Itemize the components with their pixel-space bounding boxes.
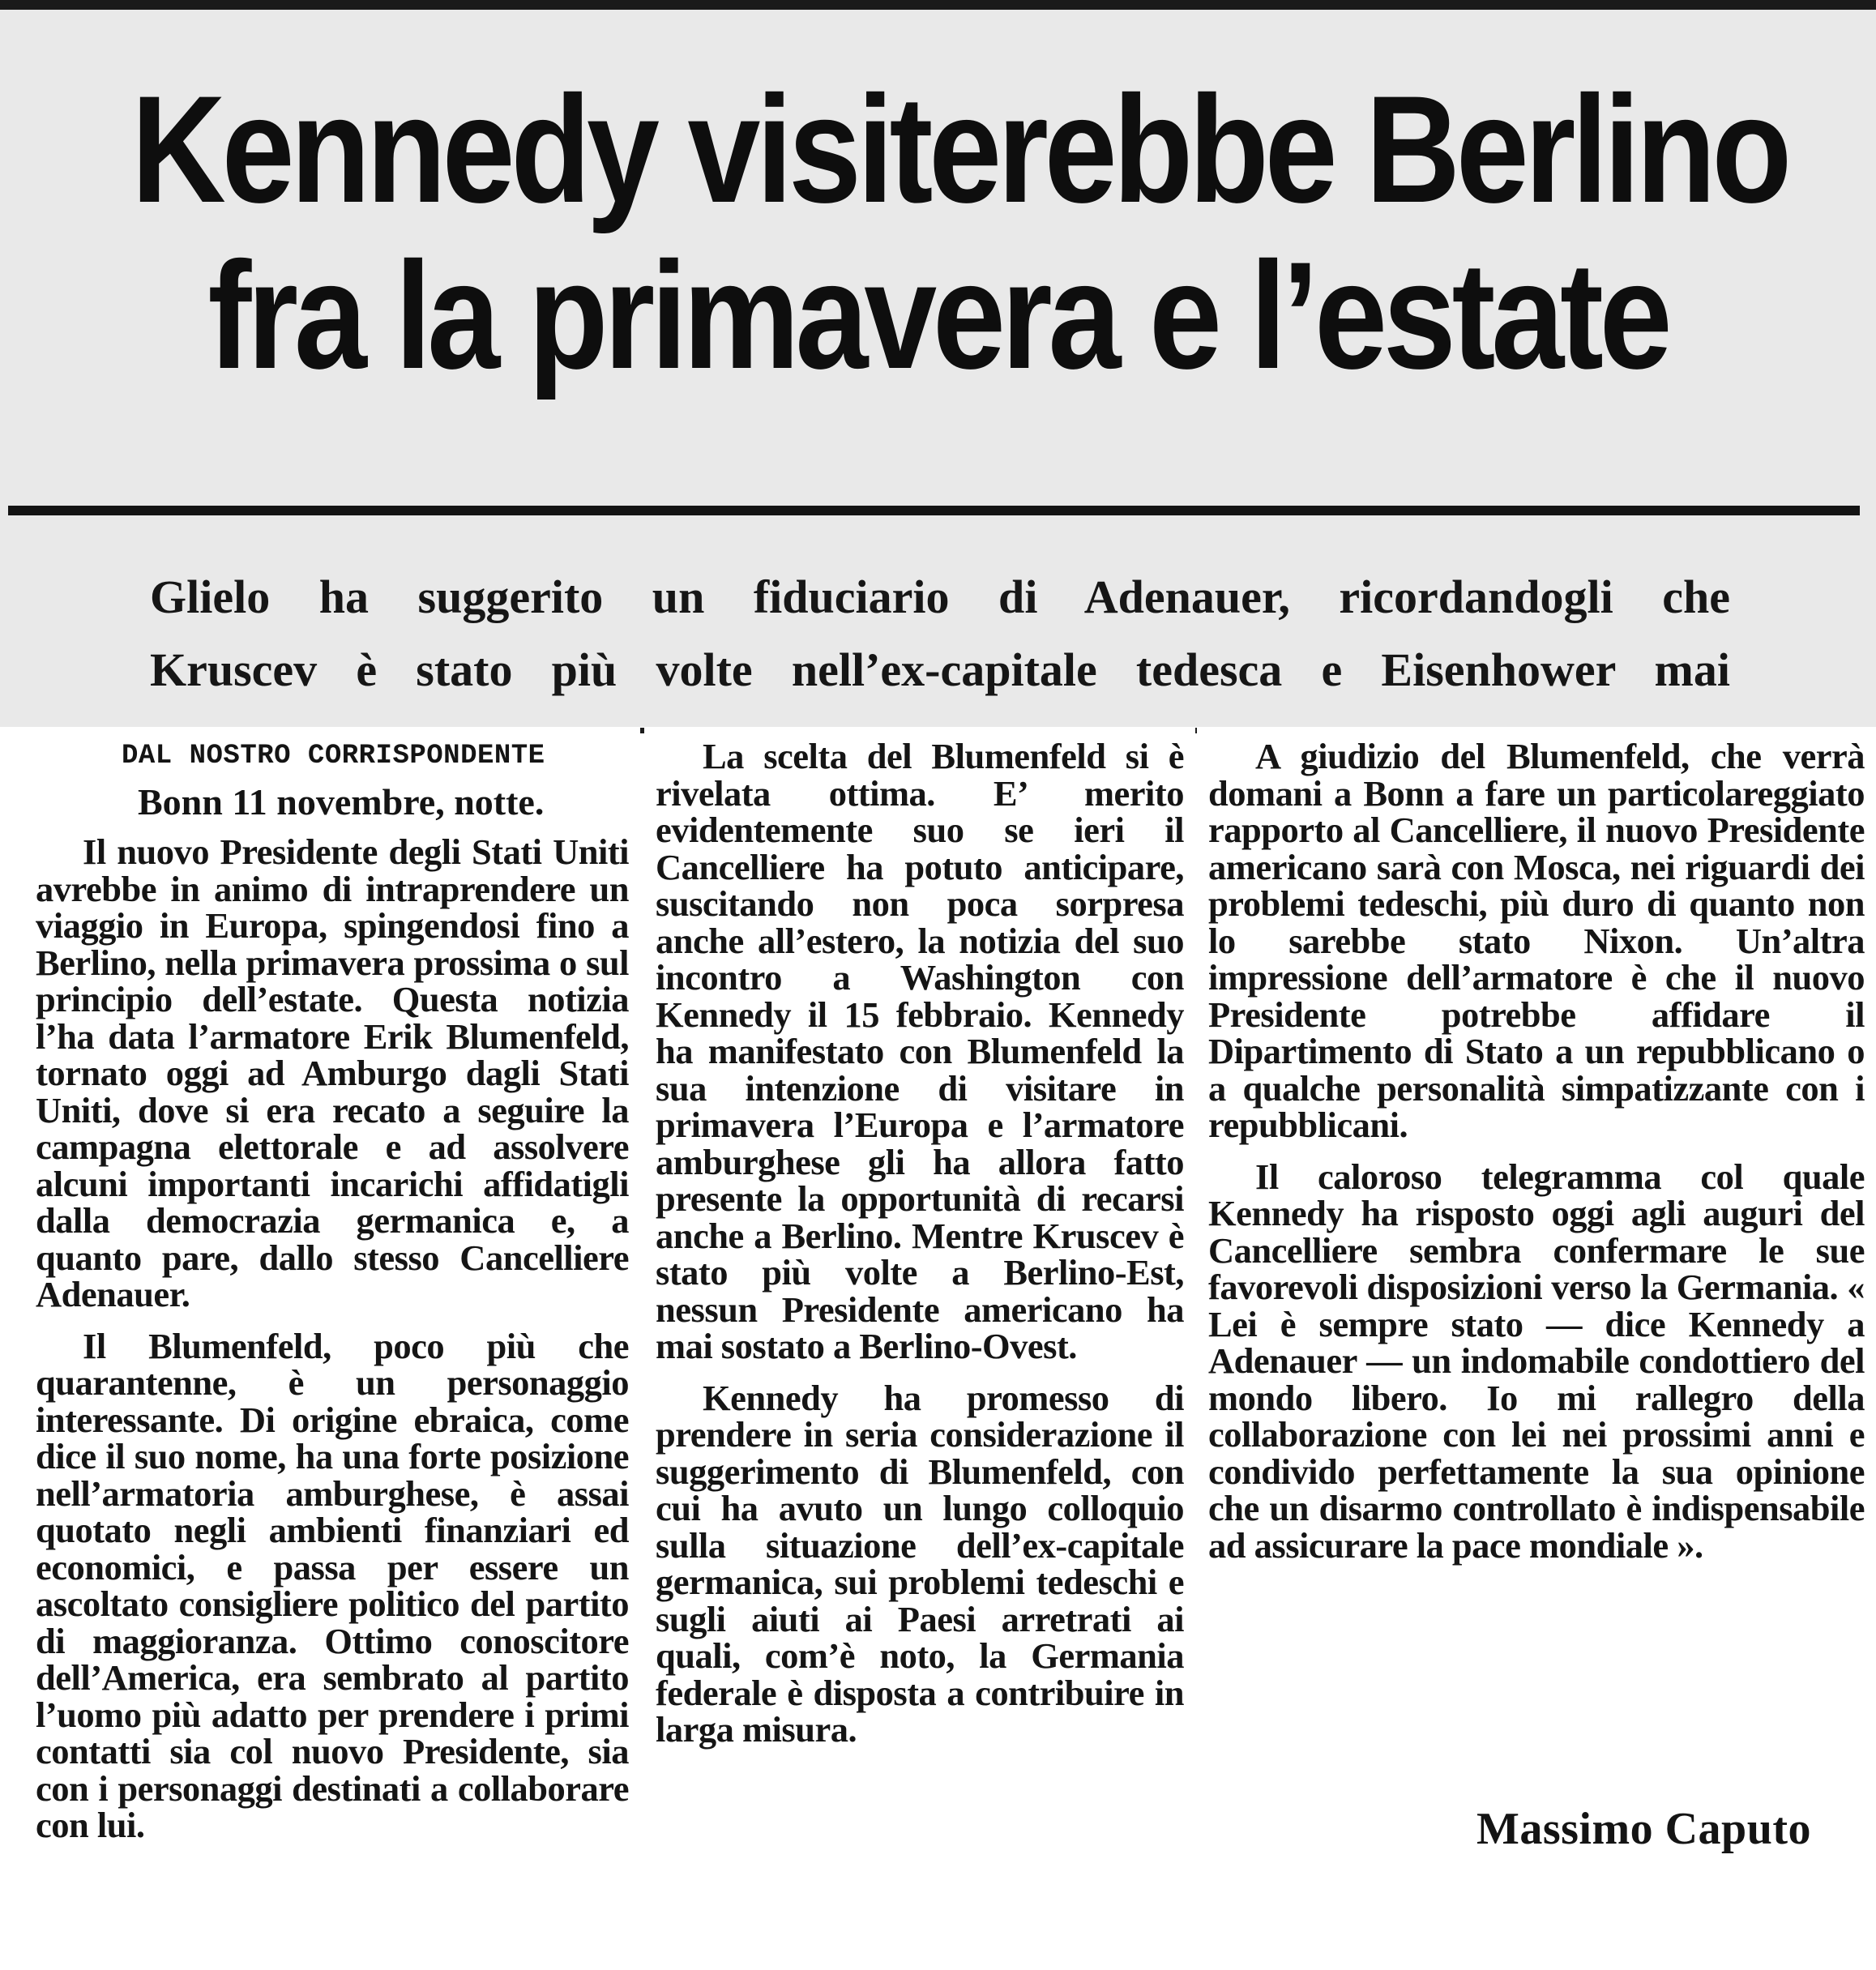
headline-line-1: Kennedy visiterebbe Berlino [131,64,1788,234]
paragraph: La scelta del Blumenfeld si è rivelata ottima. E’ merito evidentemente suo se ieri il Cancelliere ha potuto anticipare, suscitando non poca sorpresa anche all’estero, la notizia del suo incontro a Washington con Kennedy il 15 febbraio. Kennedy ha manifestato con Blumenfeld la sua intenzione di visitare in primavera l’Europa e l’armatore amburghese gli ha allora fatto presente la opportunità di recarsi anche a Berlino. Mentre Kruscev è stato più volte a Berlino-Est, nessun Presidente americano ha mai sostato a Berlino-Ovest. [656,736,1184,1366]
subheadline-line-1: Glielo ha suggerito un fiduciario di Adenauer, ricordandogli che [150,570,1730,623]
paragraph: A giudizio del Blumenfeld, che verrà domani a Bonn a fare un particolareggiato rapporto al Cancelliere, il nuovo Presidente americano sarà con Mosca, nei riguardi dei problemi tedeschi, più duro di quanto non lo sarebbe stato Nixon. Un’altra impressione dell’armatore è che il nuovo Presidente potrebbe affidare il Dipartimento di Stato a un repubblicano o a qualche personalità simpatizzante con i repubblicani. [1208,736,1865,1145]
subheadline [150,561,1730,707]
top-rule [0,0,1876,10]
headline-line-2: fra la primavera e l’estate [207,230,1669,400]
correspondent-label: DAL NOSTRO CORRISPONDENTE [122,741,545,771]
paragraph: Il caloroso telegramma col quale Kennedy ha risposto oggi agli auguri del Cancelliere sembra confermare le sue favorevoli disposizioni verso la Germania. « Lei è sempre stato — dice Kennedy a Adenauer — un indomabile condottiero del mondo libero. Io mi rallegro della collaborazione con lei nei prossimi anni e condivido perfettamente la sua opinione che un disarmo controllato è indispensabile ad assicurare la pace mondiale ». [1208,1156,1865,1566]
article-column-3 [1197,727,1876,1878]
paragraph: Il nuovo Presidente degli Stati Uniti avrebbe in animo di intraprendere un viaggio in Europa, spingendosi fino a Berlino, nella primavera prossima o sul principio dell’estate. Questa notizia l’ha data l’armatore Erik Blumenfeld, tornato oggi ad Amburgo dagli Stati Uniti, dove si era recato a seguire la campagna elettorale e ad assolvere alcuni importanti incarichi affidatigli dalla democrazia germanica e, a quanto pare, dallo stesso Cancelliere Adenauer. [36,831,629,1314]
headline-area [0,10,1876,727]
paragraph: Il Blumenfeld, poco più che quarantenne, è un personaggio interessante. Di origine ebraica, come dice il suo nome, ha una forte posizione nell’armatoria amburghese, è assai quotato negli ambienti finanziari ed economici, e passa per essere un ascoltato consigliere politico del partito di maggioranza. Ottimo conoscitore dell’America, era sembrato al partito l’uomo più adatto per prendere i primi contatti sia col nuovo Presidente, sia con i personaggi destinati a collaborare con lui. [36,1325,629,1845]
article-column-2 [644,727,1195,1750]
headline [0,66,1876,399]
byline: Massimo Caputo [1476,1804,1811,1854]
paragraph: Kennedy ha promesso di prendere in seria considerazione il suggerimento di Blumenfeld, con cui ha avuto un lungo colloquio sulla situazione dell’ex-capitale germanica, sui problemi tedeschi e sugli aiuti ai Paesi arretrati ai quali, com’è noto, la Germania federale è disposta a contribuire in larga misura. [656,1377,1184,1750]
headline-rule [8,506,1860,515]
article-column-1 [24,727,640,1970]
dateline: Bonn 11 novembre, notte. [138,781,545,823]
subheadline-line-2: Kruscev è stato più volte nell’ex-capitale tedesca e Eisenhower mai [150,643,1730,696]
